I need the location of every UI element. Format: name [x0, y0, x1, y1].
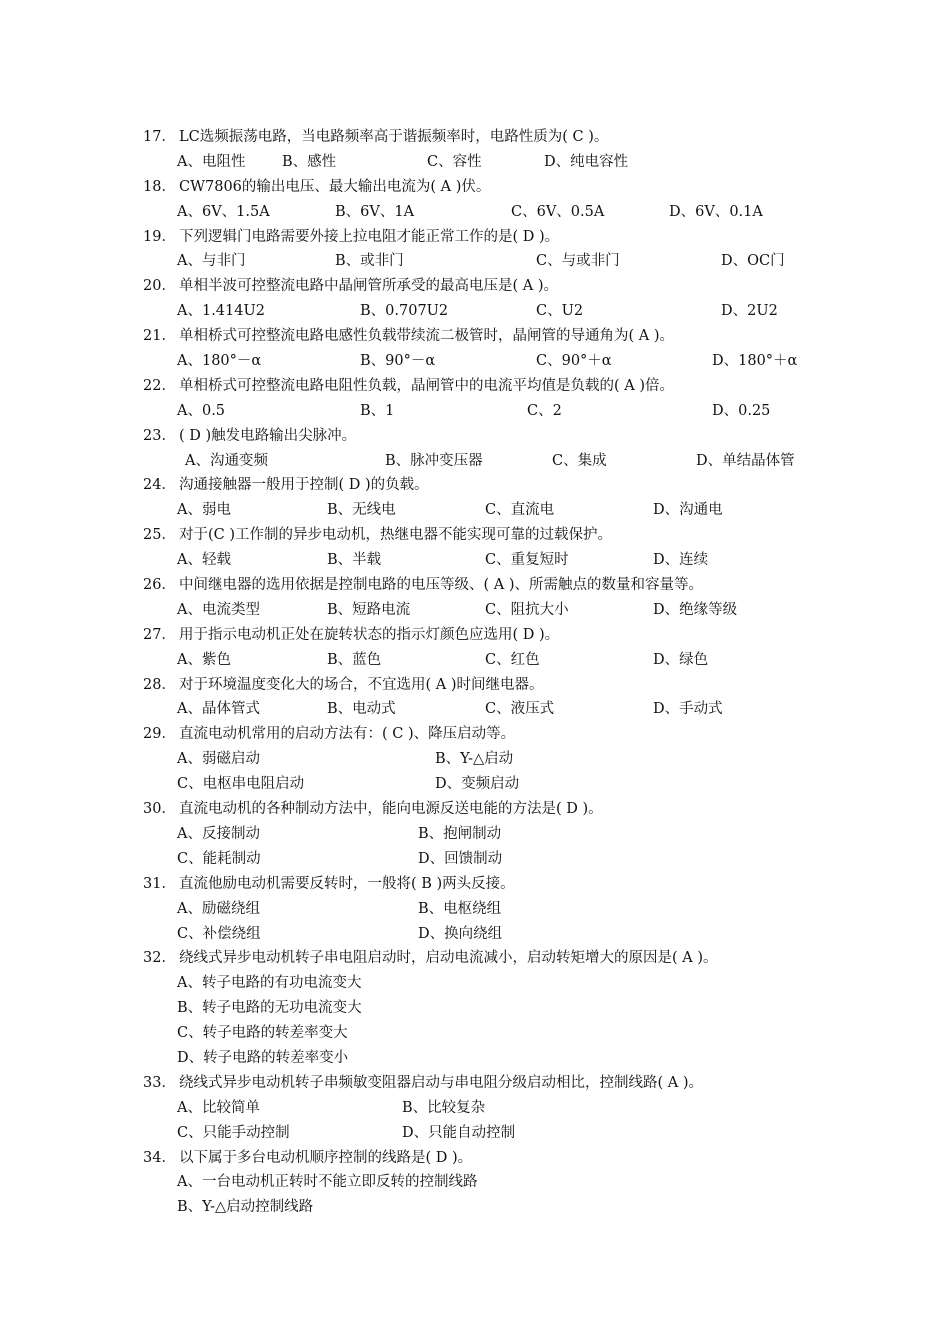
- option-a: A、1.414U2: [177, 303, 265, 320]
- option-a: A、弱电: [177, 502, 231, 519]
- option-c: C、阻抗大小: [485, 601, 569, 618]
- options-row: [143, 1096, 843, 1121]
- question-33: [143, 1071, 843, 1096]
- question-18: [143, 175, 843, 200]
- question-text: CW7806的输出电压、最大输出电流为( A )伏。: [179, 178, 491, 195]
- question-number: 20．: [143, 278, 176, 295]
- options-row: [143, 847, 843, 872]
- question-number: 32．: [143, 950, 176, 967]
- question-text: 对于(C )工作制的异步电动机，热继电器不能实现可靠的过载保护。: [179, 527, 613, 544]
- question-number: 28．: [143, 676, 176, 693]
- option-d: D、纯电容性: [544, 153, 629, 170]
- options-row: [143, 772, 843, 797]
- option-d: D、只能自动控制: [402, 1124, 516, 1141]
- question-text: 用于指示电动机正处在旋转状态的指示灯颜色应选用( D )。: [179, 626, 560, 643]
- question-number: 22．: [143, 377, 176, 394]
- option-d: D、手动式: [653, 701, 723, 718]
- option-c: C、红色: [485, 651, 540, 668]
- question-27: [143, 623, 843, 648]
- option-a: A、比较简单: [177, 1099, 260, 1116]
- question-30: [143, 797, 843, 822]
- option-c: C、U2: [536, 303, 584, 320]
- option-d: D、回馈制动: [418, 850, 503, 867]
- option-d: D、180°＋α: [712, 353, 798, 370]
- question-text: 中间继电器的选用依据是控制电路的电压等级、( A )、所需触点的数量和容量等。: [179, 577, 704, 594]
- option-a: A、沟通变频: [185, 452, 268, 469]
- option-c: C、与或非门: [536, 253, 620, 270]
- question-number: 34．: [143, 1149, 176, 1166]
- question-text: 单相桥式可控整流电路电感性负载带续流二极管时，晶闸管的导通角为( A )。: [179, 328, 675, 345]
- option-b: B、6V、1A: [335, 203, 415, 220]
- option-a: A、转子电路的有功电流变大: [177, 975, 362, 992]
- options-row: [143, 249, 843, 274]
- option-a: A、0.5: [177, 402, 226, 419]
- question-34: [143, 1146, 843, 1171]
- option-d: D、连续: [653, 552, 709, 569]
- question-32: [143, 946, 843, 971]
- options-row: [143, 1195, 843, 1220]
- options-row: [143, 349, 843, 374]
- question-number: 33．: [143, 1074, 176, 1091]
- question-text: 直流电动机的各种制动方法中，能向电源反送电能的方法是( D )。: [179, 801, 603, 818]
- option-d: D、6V、0.1A: [669, 203, 763, 220]
- question-31: [143, 872, 843, 897]
- option-c: C、2: [527, 402, 562, 419]
- option-c: C、电枢串电阻启动: [177, 776, 305, 793]
- options-row: [143, 747, 843, 772]
- question-28: [143, 673, 843, 698]
- question-24: [143, 473, 843, 498]
- option-a: A、与非门: [177, 253, 246, 270]
- question-number: 27．: [143, 626, 176, 643]
- question-text: 以下属于多台电动机顺序控制的线路是( D )。: [179, 1149, 473, 1166]
- options-row: [143, 648, 843, 673]
- option-a: A、晶体管式: [177, 701, 260, 718]
- option-d: D、OC门: [721, 253, 785, 270]
- question-text: 直流电动机常用的启动方法有：( C )、降压启动等。: [179, 726, 516, 743]
- question-number: 29．: [143, 726, 176, 743]
- options-row: [143, 1121, 843, 1146]
- options-row: [143, 1170, 843, 1195]
- option-a: A、励磁绕组: [177, 900, 260, 917]
- question-25: [143, 523, 843, 548]
- option-a: A、一台电动机正转时不能立即反转的控制线路: [177, 1174, 478, 1191]
- options-row: [143, 498, 843, 523]
- option-a: A、轻载: [177, 552, 231, 569]
- option-d: D、沟通电: [653, 502, 723, 519]
- option-b: B、或非门: [335, 253, 404, 270]
- question-number: 19．: [143, 228, 176, 245]
- question-number: 31．: [143, 875, 176, 892]
- option-b: B、脉冲变压器: [385, 452, 483, 469]
- option-b: B、0.707U2: [360, 303, 449, 320]
- option-a: A、电阻性: [177, 153, 246, 170]
- option-a: A、反接制动: [177, 825, 260, 842]
- option-c: C、能耗制动: [177, 850, 261, 867]
- question-text: LC选频振荡电路，当电路频率高于谐振频率时，电路性质为( C )。: [179, 129, 609, 145]
- question-26: [143, 573, 843, 598]
- question-number: 26．: [143, 577, 176, 594]
- option-c: C、直流电: [485, 502, 555, 519]
- option-a: A、紫色: [177, 651, 231, 668]
- question-text: ( D )触发电路输出尖脉冲。: [179, 427, 357, 444]
- question-19: [143, 225, 843, 250]
- options-row: [143, 299, 843, 324]
- question-number: 30．: [143, 801, 176, 818]
- options-row: [143, 200, 843, 225]
- question-text: 下列逻辑门电路需要外接上拉电阻才能正常工作的是( D )。: [179, 228, 560, 245]
- option-d: D、单结晶体管: [696, 452, 795, 469]
- question-text: 绕线式异步电动机转子串频敏变阻器启动与串电阻分级启动相比，控制线路( A )。: [179, 1074, 704, 1091]
- option-b: B、转子电路的无功电流变大: [177, 1000, 362, 1017]
- question-text: 单相半波可控整流电路中晶闸管所承受的最高电压是( A )。: [179, 278, 559, 295]
- question-number: 18．: [143, 178, 176, 195]
- question-number: 17．: [143, 129, 176, 145]
- options-row: [143, 548, 843, 573]
- option-d: D、0.25: [712, 402, 771, 419]
- option-b: B、1: [360, 402, 395, 419]
- question-17: [143, 125, 843, 150]
- option-c: C、重复短时: [485, 552, 569, 569]
- question-22: [143, 374, 843, 399]
- option-d: D、转子电路的转差率变小: [177, 1049, 349, 1066]
- options-row: [143, 822, 843, 847]
- option-d: D、换向绕组: [418, 925, 503, 942]
- option-b: B、抱闸制动: [418, 825, 502, 842]
- question-number: 24．: [143, 477, 176, 494]
- option-b: B、90°－α: [360, 353, 436, 370]
- option-a: A、电流类型: [177, 601, 260, 618]
- options-row: [143, 971, 843, 996]
- option-b: B、感性: [282, 153, 337, 170]
- question-21: [143, 324, 843, 349]
- question-20: [143, 274, 843, 299]
- question-number: 21．: [143, 328, 176, 345]
- option-d: D、2U2: [721, 303, 778, 320]
- option-d: D、绝缘等级: [653, 601, 738, 618]
- option-a: A、弱磁启动: [177, 751, 260, 768]
- option-c: C、补偿绕组: [177, 925, 261, 942]
- options-row: [143, 697, 843, 722]
- question-29: [143, 722, 843, 747]
- options-row: [143, 399, 843, 424]
- option-b: B、电动式: [327, 701, 396, 718]
- options-row: [143, 449, 843, 474]
- options-row: [143, 922, 843, 947]
- options-row: [143, 598, 843, 623]
- options-row: [143, 897, 843, 922]
- question-list: [143, 125, 843, 1220]
- question-text: 直流他励电动机需要反转时，一般将( B )两头反接。: [179, 875, 515, 892]
- options-row: [143, 1046, 843, 1071]
- option-b: B、Y-△启动: [435, 751, 514, 768]
- question-text: 沟通接触器一般用于控制( D )的负载。: [179, 477, 429, 494]
- option-b: B、Y-△启动控制线路: [177, 1199, 314, 1216]
- options-row: [143, 996, 843, 1021]
- option-a: A、6V、1.5A: [177, 203, 270, 220]
- question-text: 绕线式异步电动机转子串电阻启动时，启动电流减小，启动转矩增大的原因是( A )。: [179, 950, 718, 967]
- option-b: B、半载: [327, 552, 382, 569]
- option-c: C、集成: [552, 452, 607, 469]
- question-23: [143, 424, 843, 449]
- question-number: 23．: [143, 427, 176, 444]
- option-c: C、液压式: [485, 701, 555, 718]
- option-c: C、只能手动控制: [177, 1124, 290, 1141]
- question-text: 单相桥式可控整流电路电阻性负载，晶闸管中的电流平均值是负载的( A )倍。: [179, 377, 675, 394]
- option-c: C、转子电路的转差率变大: [177, 1025, 348, 1042]
- option-a: A、180°－α: [177, 353, 262, 370]
- options-row: [143, 150, 843, 175]
- option-b: B、短路电流: [327, 601, 411, 618]
- option-b: B、蓝色: [327, 651, 382, 668]
- option-c: C、容性: [427, 153, 482, 170]
- option-c: C、6V、0.5A: [511, 203, 605, 220]
- options-row: [143, 1021, 843, 1046]
- option-c: C、90°＋α: [536, 353, 612, 370]
- question-text: 对于环境温度变化大的场合，不宜选用( A )时间继电器。: [179, 676, 544, 693]
- option-b: B、电枢绕组: [418, 900, 502, 917]
- option-d: D、变频启动: [435, 776, 520, 793]
- option-b: B、无线电: [327, 502, 396, 519]
- option-d: D、绿色: [653, 651, 709, 668]
- option-b: B、比较复杂: [402, 1099, 486, 1116]
- question-number: 25．: [143, 527, 176, 544]
